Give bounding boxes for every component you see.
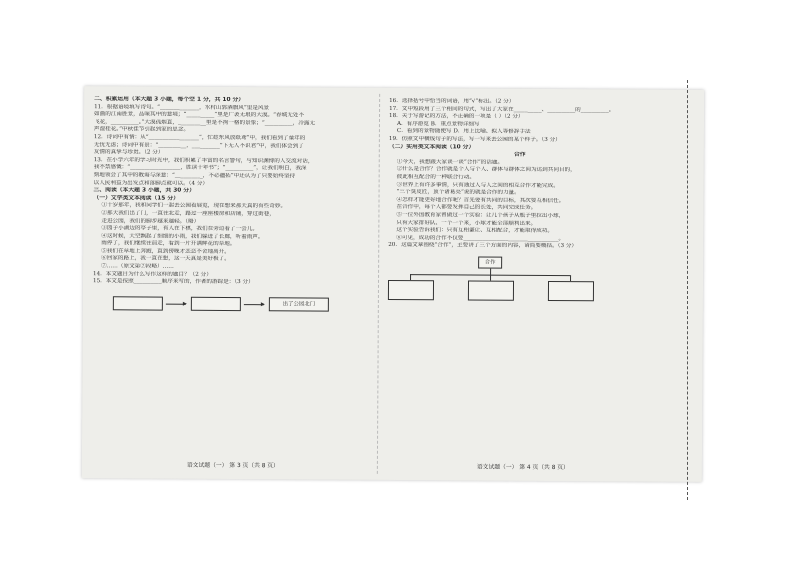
right_col-line: ④怎样才能更好地合作呢？首先要有共同的目标，其次要互相信任。 (396, 196, 565, 204)
left_col-line: 友情的真挚与珍贵。（2 分） (93, 149, 164, 156)
binding-dashed-line (687, 80, 688, 500)
left_col-line: 飞花，__________。”大漠孤烟直，__________里是不拘一格的景象；“__________，冷露无 (93, 118, 316, 127)
page-4-footer: 语文试题（一） 第 4 页（共 8 页） (476, 464, 569, 472)
right_col-line: 在合作中，每个人都要发挥自己的长处，共同完成任务。 (396, 204, 537, 212)
left_col-line: ②那天我们出了门，一直往北走，路过一座座楼房和店铺，穿过街巷， (101, 210, 275, 218)
left_col-line: 雨停了，我们继续往前走，看到一片开满鲜花的草地。 (101, 240, 236, 248)
right_col-line: ⑥可见，成功的合作不仅要__________________________________。 (396, 234, 565, 242)
right_col-line: ②什么是合作？合作就是个人与个人、群体与群体之间为达到共同目的， (396, 166, 576, 174)
route-arrow (166, 303, 186, 304)
right_col-line: ⑤一位外国教育家曾做过一个实验：让几个孩子从瓶子里拉出小球， (396, 211, 565, 219)
right_col-line: 18．关于写游记的方法，不正确的一项是（ ）（2 分） (389, 113, 524, 120)
right_col-line: A．有序游览 B．重点景物详细写 (396, 120, 480, 128)
left_col-line: ⑥回家的路上，我一直在想，这一天真是美好极了。 (101, 255, 230, 263)
right_col-line: ③世界上有许多事情，只有通过人与人之间的相互合作才能完成。 (396, 181, 559, 189)
left_col-line: 二、积累运用（本大题 3 小题，每个空 1 分，共 10 分） (94, 96, 245, 104)
left_col-line: ⑦……（原文第⑦段略）…… (101, 263, 174, 270)
right_col-line: （二）实用类文本阅读（10 分） (388, 143, 475, 151)
right_col-line: 这个实验告诉我们：只有互相谦让、互相配合，才能取得成功。 (396, 227, 553, 235)
right_col-line: 19．仿照文中横线句子的写法，写一写来去公园的某个样子。（3 分） (388, 135, 561, 143)
left_col-line: ③园子小湖边的亭子里，有人在下棋，我们在旁边看了一会儿。 (101, 225, 258, 233)
left_col-line: 走进公园，我们的脚步越来越轻。（略） (101, 217, 200, 225)
left_col-line: 以人民利益为出发点和落脚点就可以。（4 分） (93, 179, 209, 187)
right_col-line: “三个臭皮匠，顶个诸葛亮”说的就是合作的力量。 (396, 189, 520, 196)
left_col-line: （一）文学类文本阅读（15 分） (93, 194, 179, 202)
column-divider (377, 94, 380, 474)
right_col-line: 16．选择括号中恰当的词语，用“√”标出。（2 分） (389, 97, 515, 105)
right_col-line: 17．文中短段用了三个相同的句式，写出了大家在__________、__________的__________。 (389, 105, 615, 113)
right_col-line: ①今天，我想跟大家谈一谈“合作”的话题。 (396, 158, 504, 166)
left_col-line: 我不禁感慨：“__________________，胜读十年书”；“__________”，让我们明白，我深 (93, 164, 307, 172)
page-3-footer: 语文试题（一） 第 3 页（共 8 页） (186, 462, 279, 470)
cooperation-tree-diagram (388, 256, 650, 318)
left_col-line: 13．在小学六年的学习时光中，我们积累了丰富的名言警句，与知识渊博的人交流对话， (93, 156, 314, 165)
left_col-line: ①十岁那年，我和同学们一起去公园看展览，现在想来那天真的有些奇妙。 (101, 202, 287, 210)
tree-answer-box[interactable] (468, 280, 514, 300)
left_col-line: 如画的江南胜景，品味其中的意境；“__________”里是广袤无垠的大漠。“春城无处不 (94, 111, 305, 119)
route-box[interactable]: 出了公园北门 (269, 297, 329, 311)
tree-answer-box[interactable] (388, 280, 434, 300)
route-box[interactable] (113, 296, 163, 310)
tree-answer-box[interactable] (548, 281, 594, 301)
left_col-line: ④这时候，天空飘起了细细的小雨，我们躲进了长廊，听着雨声。 (101, 232, 264, 240)
right_col-line: 只有大家排好队、一个一个来，小球才能全部顺利出来。 (396, 219, 537, 227)
left_col-line: 11．根据语境填写诗句。“______________，水村山郭酒旗风”里是风景 (94, 103, 270, 111)
page-3-column (93, 96, 369, 322)
right_col-line: C．看到的景物随便写 D．用上比喻、拟人等修辞手法 (396, 128, 531, 136)
tree-root-box: 合作 (478, 256, 502, 268)
left_col-line: 无忧无虑；诗词中有景：“__________，__________”下无人不识君”中，我们体会到了 (93, 141, 304, 150)
route-box[interactable] (191, 297, 241, 311)
left_col-line: 14．本文题目为什么写作这样的题目？（2 分） (93, 270, 212, 278)
left_col-line: 12．诗词中有情：从“__________________”，忙趁东风放纸鸢”中，我们看到了童年的 (93, 134, 306, 142)
right_col-line: 彼此相互配合的一种联合行动。 (396, 173, 475, 181)
page-4-column (388, 98, 651, 317)
left_col-line: 刻地领会了其中的教诲与深意：“__________，不必疆拓”中还认为了只要始终坚持 (93, 172, 296, 180)
right_col-line: 20．这篇文章围绕“合作”，主要讲了三个方面的内容，请简要概括。（3 分） (388, 242, 578, 250)
route-arrow (244, 304, 264, 305)
left_col-line: 三、阅读（本大题 3 小题，共 30 分） (93, 187, 195, 194)
left_col-line: 15．本文是按照__________顺序来写的，作者的游踪是：（3 分） (92, 278, 254, 286)
left_col-line: ⑤我们在草地上奔跑，直到傍晚才恋恋不舍地离开。 (101, 248, 230, 255)
exam-sheet (82, 86, 704, 482)
right_col-line: 合作 (513, 151, 526, 158)
left_col-line: 声湿桂花。”中秋佳节引起到家的思念。 (93, 126, 190, 134)
route-flow-diagram (93, 290, 368, 322)
